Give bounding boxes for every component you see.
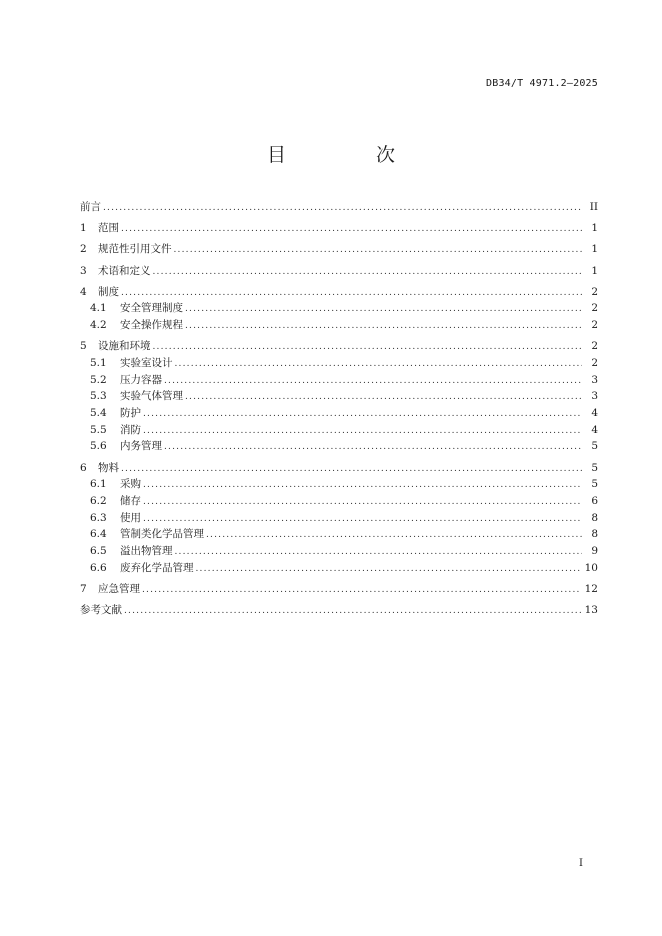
toc-leader-dots bbox=[175, 356, 583, 373]
toc-leader-dots bbox=[121, 285, 582, 302]
toc-entry-title: 制度 bbox=[98, 285, 119, 298]
toc-entry-title: 管制类化学品管理 bbox=[120, 528, 204, 541]
toc-entry-number: 5.6 bbox=[90, 440, 107, 453]
toc-entry[interactable] bbox=[80, 300, 598, 317]
toc-entry-page: 2 bbox=[591, 285, 598, 298]
toc-leader-dots bbox=[103, 200, 582, 217]
toc-entry-title: 应急管理 bbox=[98, 582, 140, 595]
toc-entry-number: 5.4 bbox=[90, 407, 107, 420]
toc-entry-number: 3 bbox=[80, 264, 87, 277]
toc-entry[interactable] bbox=[80, 438, 598, 455]
toc-entry-page: 4 bbox=[591, 423, 598, 436]
toc-entry-number: 6.6 bbox=[90, 561, 107, 574]
document-code: DB34/T 4971.2—2025 bbox=[486, 78, 598, 89]
toc-entry-page: 5 bbox=[591, 440, 598, 453]
toc-entry-page: 5 bbox=[591, 478, 598, 491]
toc-entry-number: 2 bbox=[80, 243, 87, 256]
toc-leader-dots bbox=[143, 406, 582, 423]
toc-entry-page: 1 bbox=[591, 222, 598, 235]
toc-entry-page: 12 bbox=[584, 582, 598, 595]
toc-entry-number: 6.5 bbox=[90, 545, 107, 558]
toc-leader-dots bbox=[185, 389, 582, 406]
toc-entry[interactable] bbox=[80, 493, 598, 510]
toc-entry-number: 5.2 bbox=[90, 373, 107, 386]
toc-entry-page: 2 bbox=[591, 319, 598, 332]
toc-leader-dots bbox=[121, 461, 582, 478]
toc-entry-number: 5.1 bbox=[90, 357, 107, 369]
toc-entry-number: 6.4 bbox=[90, 528, 107, 541]
toc-entry-page: 13 bbox=[584, 604, 598, 617]
toc-leader-dots bbox=[185, 301, 582, 318]
toc-leader-dots bbox=[143, 511, 582, 528]
toc-leader-dots bbox=[143, 494, 582, 511]
toc-entry-number: 5 bbox=[80, 340, 87, 353]
toc-leader-dots bbox=[153, 339, 583, 356]
toc-leader-dots bbox=[174, 242, 583, 259]
toc-entry-page: 9 bbox=[591, 545, 598, 558]
toc-entry[interactable] bbox=[80, 388, 598, 405]
toc-entry-title: 设施和环境 bbox=[98, 340, 151, 353]
toc-entry-title: 参考文献 bbox=[80, 604, 122, 617]
toc-entry-number: 6 bbox=[80, 461, 87, 474]
toc-entry-title: 消防 bbox=[120, 423, 141, 436]
toc-entry[interactable] bbox=[80, 199, 598, 216]
toc-entry[interactable] bbox=[80, 476, 598, 493]
toc-title: 目 次 bbox=[266, 144, 438, 166]
toc-entry-title: 采购 bbox=[120, 478, 141, 491]
toc-entry-title: 安全操作规程 bbox=[120, 319, 183, 332]
toc-entry-number: 4.1 bbox=[90, 302, 107, 315]
toc-leader-dots bbox=[164, 373, 582, 390]
toc-entry-number: 4.2 bbox=[90, 319, 107, 332]
toc-leader-dots bbox=[143, 477, 582, 494]
toc-entry-title: 实验室设计 bbox=[120, 357, 173, 369]
toc-entry[interactable] bbox=[80, 284, 598, 301]
table-of-contents bbox=[80, 199, 598, 619]
toc-entry-title: 安全管理制度 bbox=[120, 302, 183, 315]
toc-entry-title: 物料 bbox=[98, 461, 119, 474]
toc-entry[interactable] bbox=[80, 460, 598, 477]
toc-leader-dots bbox=[164, 439, 582, 456]
toc-entry-title: 实验气体管理 bbox=[120, 390, 183, 403]
toc-entry-title: 规范性引用文件 bbox=[98, 243, 172, 256]
toc-entry-page: 2 bbox=[591, 357, 598, 369]
toc-entry-page: 1 bbox=[591, 264, 598, 277]
toc-entry[interactable] bbox=[80, 602, 598, 619]
toc-entry-title: 防护 bbox=[120, 407, 141, 420]
toc-entry-page: 8 bbox=[591, 528, 598, 541]
toc-entry-page: 2 bbox=[591, 340, 598, 353]
toc-entry[interactable] bbox=[80, 372, 598, 389]
toc-entry[interactable] bbox=[80, 581, 598, 598]
toc-entry-title: 废弃化学品管理 bbox=[120, 561, 194, 574]
toc-entry-title: 术语和定义 bbox=[98, 264, 151, 277]
toc-leader-dots bbox=[143, 423, 582, 440]
toc-entry[interactable] bbox=[80, 220, 598, 237]
toc-entry-title: 储存 bbox=[120, 495, 141, 507]
toc-leader-dots bbox=[121, 221, 582, 238]
toc-entry-page: 2 bbox=[591, 302, 598, 315]
toc-entry-number: 6.2 bbox=[90, 495, 107, 507]
toc-leader-dots bbox=[142, 582, 581, 599]
toc-entry-number: 5.3 bbox=[90, 390, 107, 403]
toc-entry-title: 前言 bbox=[80, 201, 101, 213]
toc-entry-page: 8 bbox=[591, 511, 598, 524]
toc-leader-dots bbox=[206, 527, 582, 544]
toc-entry-page: 3 bbox=[591, 390, 598, 403]
toc-entry[interactable] bbox=[80, 560, 598, 577]
toc-leader-dots bbox=[185, 318, 582, 335]
toc-entry[interactable] bbox=[80, 526, 598, 543]
toc-entry-number: 1 bbox=[80, 222, 87, 235]
toc-entry[interactable] bbox=[80, 338, 598, 355]
toc-entry[interactable] bbox=[80, 241, 598, 258]
toc-entry-page: 3 bbox=[591, 373, 598, 386]
toc-entry-number: 6.3 bbox=[90, 511, 107, 524]
toc-entry-number: 6.1 bbox=[90, 478, 107, 491]
toc-leader-dots bbox=[153, 264, 583, 281]
toc-entry-title: 范围 bbox=[98, 222, 119, 235]
toc-leader-dots bbox=[124, 603, 581, 620]
toc-entry-title: 溢出物管理 bbox=[120, 545, 173, 558]
toc-entry-title: 使用 bbox=[120, 511, 141, 524]
toc-entry-number: 7 bbox=[80, 582, 87, 595]
toc-entry[interactable] bbox=[80, 422, 598, 439]
toc-entry-number: 4 bbox=[80, 285, 87, 298]
toc-entry-page: II bbox=[589, 201, 598, 213]
toc-entry[interactable] bbox=[80, 510, 598, 527]
toc-leader-dots bbox=[175, 544, 583, 561]
toc-entry[interactable] bbox=[80, 355, 598, 372]
toc-entry[interactable] bbox=[80, 405, 598, 422]
toc-leader-dots bbox=[196, 561, 581, 578]
toc-entry-page: 5 bbox=[591, 461, 598, 474]
page-number: I bbox=[579, 858, 583, 869]
toc-entry-page: 6 bbox=[591, 495, 598, 507]
toc-entry[interactable] bbox=[80, 263, 598, 280]
toc-entry-page: 10 bbox=[584, 561, 598, 574]
toc-entry-title: 压力容器 bbox=[120, 373, 162, 386]
toc-entry-page: 1 bbox=[591, 243, 598, 256]
toc-entry-number: 5.5 bbox=[90, 423, 107, 436]
toc-entry-title: 内务管理 bbox=[120, 440, 162, 453]
toc-entry-page: 4 bbox=[591, 407, 598, 420]
toc-entry[interactable] bbox=[80, 543, 598, 560]
toc-entry[interactable] bbox=[80, 317, 598, 334]
